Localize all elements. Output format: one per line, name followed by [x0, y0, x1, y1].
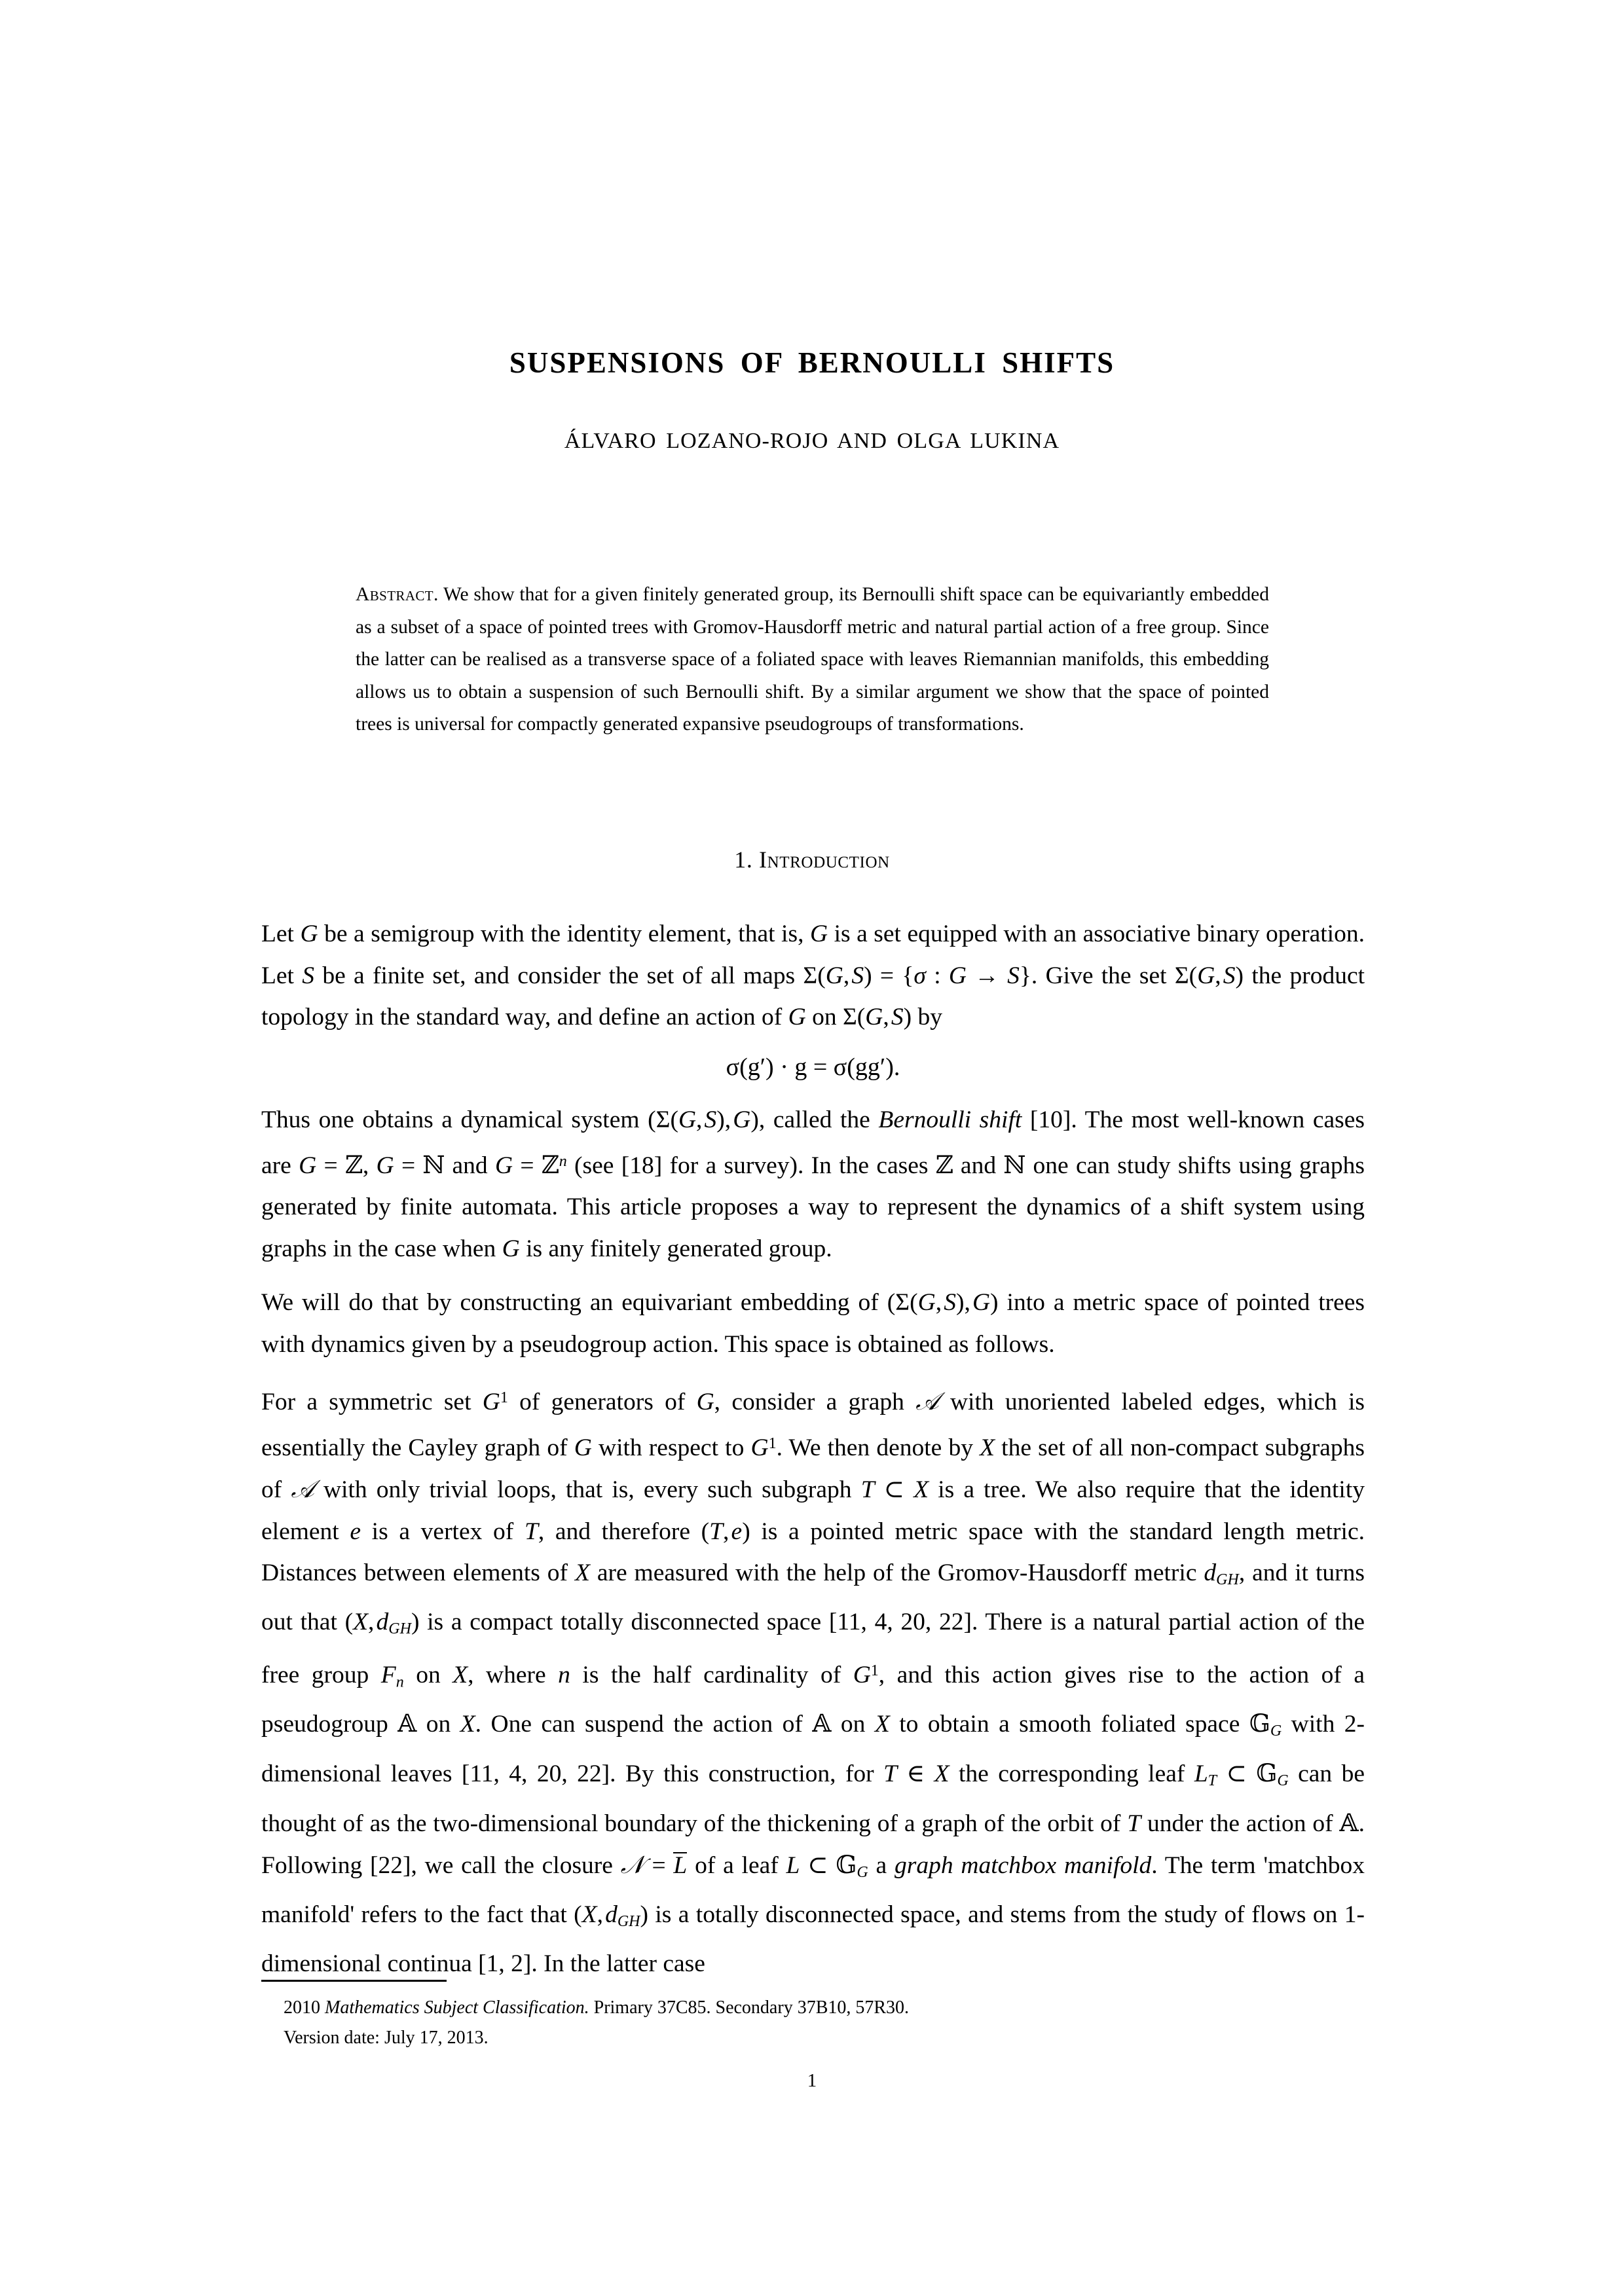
- text-run: under the action of: [1141, 1810, 1340, 1837]
- text-run: (see [18] for a survey). In the cases: [566, 1152, 936, 1179]
- text-run: . Give the set: [1031, 962, 1175, 989]
- text-run: one can study shifts using graphs generated by finite automata. This article proposes a way to represent the dynamics of a shift system using graphs in the case when: [261, 1152, 1365, 1262]
- text-run: is any finitely generated group.: [519, 1235, 832, 1262]
- section-name: Introduction: [759, 847, 890, 873]
- text-run: is a vertex of: [361, 1518, 525, 1545]
- text-run: is the half cardinality of: [570, 1661, 853, 1688]
- text-run: with 2-dimensional leaves [11, 4, 20, 22]. By this construction, for: [261, 1711, 1365, 1788]
- text-run: Let: [261, 920, 301, 947]
- text-run: on: [831, 1711, 875, 1738]
- text-run: We will do that by constructing an equivariant embedding of: [261, 1289, 887, 1317]
- author-list: ÁLVARO LOZANO-ROJO AND OLGA LUKINA: [564, 429, 1060, 453]
- paragraph-3: We will do that by constructing an equivariant embedding of (Σ(G, S), G) into a metric space of pointed trees with dynamics given by a pseudogroup action. This space is obtained as follows.: [261, 1289, 1365, 1358]
- text-run: the corresponding leaf: [949, 1760, 1194, 1788]
- version-label: Version date:: [284, 2028, 380, 2048]
- text-run: with unoriented labeled edges, which is essentially the Cayley graph of: [261, 1389, 1365, 1461]
- text-run: , and this action gives rise to the action of a pseudogroup: [261, 1661, 1365, 1738]
- text-run: with only trivial loops, that is, every such subgraph: [314, 1476, 861, 1504]
- paragraph-2: Thus one obtains a dynamical system (Σ(G, S), G), called the Bernoulli shift [10]. The most well-known cases are G = ℤ, G = ℕ and G = ℤ$^n$ (see [18] for a survey). In the cases ℤ and ℕ one can study shifts using graphs generated by finite automata. This article proposes a way to represent the dynamics of a shift system using graphs in the case when G is any finitely generated group.: [261, 1106, 1365, 1262]
- text-run: on: [403, 1661, 453, 1688]
- text-run: , where: [468, 1661, 559, 1688]
- text-run: on: [416, 1711, 460, 1738]
- paragraph-4: For a symmetric set $G^1$ of generators of G, consider a graph 𝒜 with unoriented labeled edges, which is essentially the Cayley graph of G with respect to $G^1$. We then denote by X the set of all non-compact subgraphs of 𝒜 with only trivial loops, that is, every such subgraph T ⊂ X is a tree. We also require that the identity element e is a vertex of T, and therefore (T, e) is a pointed metric space with the standard length metric. Distances between elements of X are measured with the help of the Gromov-Hausdorff metric $d_{GH}$, and it turns out that (X, $d_{GH}$) is a compact totally disconnected space [11, 4, 20, 22]. There is a natural partial action of the free group $F_n$ on X, where n is the half cardinality of $G^1$, and this action gives rise to the action of a pseudogroup 𝔸 on X. One can suspend the action of 𝔸 on X to obtain a smooth foliated space 𝔾$_G$ with 2-dimensional leaves [11, 4, 20, 22]. By this construction, for T ∈ X the corresponding leaf $L_T$ ⊂ 𝔾$_G$ can be thought of as the two-dimensional boundary of the thickening of a graph of the orbit of T under the action of 𝔸. Following [22], we call the closure 𝒩 = L of a leaf L ⊂ 𝔾$_G$ a graph matchbox manifold. The term 'matchbox manifold' refers to the fact that (X, $d_{GH}$) is a totally disconnected space, and stems from the study of flows on 1-dimensional continua [1, 2]. In the latter case: [261, 1387, 1365, 1977]
- display-equation: σ(g′) · g = σ(gg′).: [726, 1053, 900, 1081]
- text-run: , consider a graph: [714, 1389, 916, 1416]
- msc-year: 2010: [284, 1997, 320, 2018]
- abstract-block: [356, 579, 1269, 741]
- text-run: be a finite set, and consider the set of all maps: [314, 962, 803, 989]
- text-run: , and therefore: [538, 1518, 701, 1545]
- text-run: . We then denote by: [776, 1434, 980, 1461]
- page-number: 1: [807, 2070, 817, 2091]
- text-run: be a semigroup with the identity element, that is,: [318, 920, 810, 947]
- emphasis-bernoulli-shift: Bernoulli shift: [878, 1106, 1022, 1133]
- text-run: the set of all non-compact subgraphs of: [261, 1434, 1365, 1504]
- text-run: . Following [22], we call the closure: [261, 1810, 1365, 1880]
- msc-label: Mathematics Subject Classification.: [325, 1997, 589, 2018]
- text-run: Thus one obtains a dynamical system: [261, 1106, 648, 1133]
- msc-codes: Primary 37C85. Secondary 37B10, 57R30.: [593, 1997, 910, 2018]
- text-run: to obtain a smooth foliated space: [889, 1711, 1249, 1738]
- text-run: by: [912, 1004, 943, 1030]
- text-run: is a totally disconnected space, and stems from the study of flows on 1-dimensional continua [1, 2]. In the latter case: [261, 1901, 1365, 1977]
- section-number: 1.: [734, 847, 753, 873]
- text-run: of a leaf: [687, 1852, 786, 1880]
- text-run: a: [868, 1852, 895, 1880]
- text-run: is a set equipped with an associative binary operation. Let: [261, 920, 1365, 989]
- text-run: with respect to: [591, 1434, 751, 1461]
- text-run: [10]. The most well-known cases are: [261, 1106, 1365, 1179]
- text-run: . One can suspend the action of: [475, 1711, 813, 1738]
- text-run: , and it turns out that: [261, 1559, 1365, 1635]
- text-run: is a tree. We also require that the identity element: [261, 1476, 1365, 1545]
- footnote-msc: [261, 1993, 1365, 2023]
- page-title: SUSPENSIONS OF BERNOULLI SHIFTS: [509, 346, 1115, 379]
- text-run: , called the: [758, 1106, 879, 1133]
- text-run: . The term 'matchbox manifold' refers to the fact that: [261, 1852, 1365, 1929]
- text-run: into a metric space of pointed trees with dynamics given by a pseudogroup action. This space is obtained as follows.: [261, 1289, 1365, 1358]
- text-run: can be thought of as the two-dimensional boundary of the thickening of a graph of the orbit of: [261, 1760, 1365, 1837]
- footnote-rule: [261, 1980, 447, 1982]
- abstract-text: We show that for a given finitely generated group, its Bernoulli shift space can be equivariantly embedded as a subset of a space of pointed trees with Gromov-Hausdorff metric and natural partial action of a free group. Since the latter can be realised as a transverse space of a foliated space with leaves Riemannian manifolds, this embedding allows us to obtain a suspension of such Bernoulli shift. By a similar argument we show that the space of pointed trees is universal for compactly generated expansive pseudogroups of transformations.: [356, 584, 1270, 735]
- text-run: For a symmetric set: [261, 1389, 483, 1416]
- section-heading: [0, 846, 1624, 873]
- text-run: of generators of: [507, 1389, 697, 1416]
- text-run: on: [805, 1004, 843, 1030]
- footnote-block: [261, 1993, 1365, 2053]
- text-run: are measured with the help of the Gromov-Hausdorff metric: [589, 1559, 1204, 1587]
- text-run: is a compact totally disconnected space [11, 4, 20, 22]. There is a natural partial action of the free group: [261, 1608, 1365, 1688]
- abstract-label: Abstract.: [356, 584, 439, 605]
- version-date: July 17, 2013.: [384, 2028, 489, 2048]
- emphasis-graph-matchbox-manifold: graph matchbox manifold: [895, 1852, 1152, 1880]
- text-run: is a pointed metric space with the standard length metric. Distances between elements of: [261, 1518, 1365, 1587]
- body-text: [261, 913, 1365, 1997]
- text-run: the product topology in the standard way, and define an action of: [261, 962, 1365, 1030]
- footnote-version: [261, 2023, 1365, 2053]
- paragraph-1: Let G be a semigroup with the identity element, that is, G is a set equipped with an associative binary operation. Let S be a finite set, and consider the set of all maps Σ(G, S) = {σ : G → S}. Give the set Σ(G, S) the product topology in the standard way, and define an action of G on Σ(G, S) by: [261, 920, 1365, 1030]
